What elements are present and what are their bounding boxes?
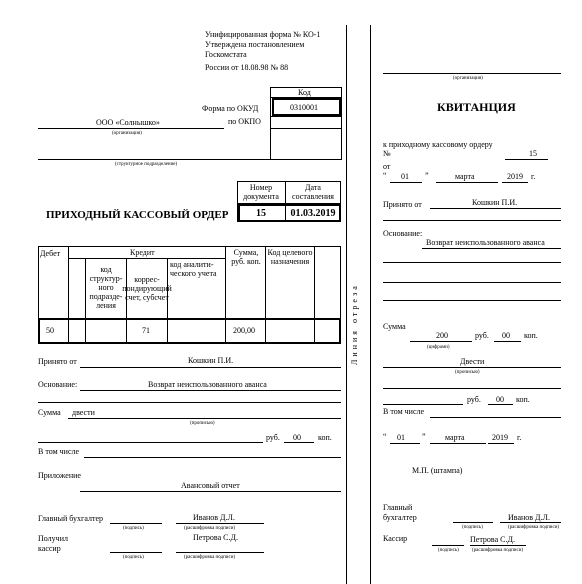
- analytics-code-header: код аналити-ческого учета: [170, 260, 217, 278]
- receipt-chief-sign-caption: (подпись): [462, 525, 483, 530]
- receipt-quote-open2: “: [383, 432, 387, 441]
- sum-header: Сумма, руб. коп.: [231, 248, 261, 266]
- cashier-name: Петрова С.Д.: [193, 533, 238, 542]
- okpo-label: по ОКПО: [228, 117, 261, 126]
- corr-account-header: коррес-пондирующий счет, субсчет: [122, 274, 172, 302]
- receipt-day: 01: [401, 172, 409, 181]
- receipt-cashier-label: Кассир: [383, 534, 408, 543]
- receipt-year: 2019: [507, 172, 523, 181]
- receipt-sum-num: 200: [436, 331, 448, 340]
- chief-sign-caption: (подпись): [123, 526, 144, 531]
- receipt-to-order: к приходному кассовому ордеру: [383, 140, 493, 149]
- attachment-value: Авансовый отчет: [181, 481, 240, 490]
- kod-label: Код: [298, 88, 311, 97]
- receipt-number: 15: [529, 149, 537, 158]
- receipt-rub: руб.: [475, 331, 489, 340]
- receipt-kop: коп.: [524, 331, 538, 340]
- okud-label: Форма по ОКУД: [202, 104, 259, 113]
- cashier-decode-caption: (расшифровка подписи): [184, 555, 236, 560]
- code-division-header: код структур-ного подразде-ления: [89, 264, 123, 310]
- receipt-cashier-name: Петрова С.Д.: [470, 535, 515, 544]
- cashier-sign-caption: (подпись): [123, 555, 144, 560]
- receipt-basis: Возврат неиспользованного аванса: [426, 238, 545, 247]
- receipt-month2: марта: [445, 433, 465, 442]
- chief-name: Иванов Д.Л.: [193, 513, 235, 522]
- receipt-words-caption: (прописью): [455, 370, 480, 375]
- chief-label: Главный бухгалтер: [38, 514, 103, 523]
- receipt-chief-decode-caption: (расшифровка подписи): [508, 525, 560, 530]
- receipt-sum-label: Сумма: [383, 322, 406, 331]
- rub-label: руб.: [266, 433, 280, 442]
- receipt-quote-open: “: [383, 171, 387, 180]
- receipt-including: В том числе: [383, 407, 425, 416]
- received-cashier-label: Получил кассир: [38, 534, 68, 553]
- receipt-basis-label: Основание:: [383, 229, 423, 238]
- kop-label: коп.: [318, 433, 332, 442]
- including-label: В том числе: [38, 447, 80, 456]
- kop-value: 00: [293, 433, 301, 442]
- row-sum: 200,00: [233, 326, 255, 335]
- receipt-quote-close2: ”: [422, 432, 426, 441]
- division-caption: (структурное подразделение): [115, 162, 178, 167]
- chief-decode-caption: (расшифровка подписи): [184, 526, 236, 531]
- receipt-org-caption: (организация): [453, 76, 483, 81]
- receipt-title: КВИТАНЦИЯ: [437, 100, 516, 114]
- attachment-label: Приложение: [38, 471, 81, 480]
- receipt-kop-value2: 00: [496, 395, 504, 404]
- doc-number: 15: [256, 207, 266, 219]
- receipt-chief-name: Иванов Д.Л.: [508, 513, 550, 522]
- receipt-cashier-sign-caption: (подпись): [438, 548, 459, 553]
- receipt-day2: 01: [397, 433, 405, 442]
- russia-date-line: России от 18.08.98 № 88: [205, 63, 289, 72]
- receipt-month: марта: [455, 172, 475, 181]
- form-line: Унифицированная форма № КО-1: [205, 30, 321, 39]
- credit-header: Кредит: [130, 248, 155, 257]
- words-caption: (прописью): [190, 421, 215, 426]
- receipt-no-label: №: [383, 149, 391, 158]
- receipt-g: г.: [531, 172, 536, 181]
- table-row: [38, 318, 341, 344]
- sum-label: Сумма: [38, 408, 61, 417]
- receipt-cashier-decode-caption: (расшифровка подписи): [472, 548, 524, 553]
- basis-label: Основание:: [38, 380, 78, 389]
- goskomstat-line: Госкомстата: [205, 50, 247, 59]
- receipt-kop2: коп.: [516, 395, 530, 404]
- receipt-rub2: руб.: [467, 395, 481, 404]
- approved-line: Утверждена постановлением: [205, 40, 305, 49]
- receipt-digits-caption: (цифрами): [427, 345, 450, 350]
- row-debit: 50: [46, 326, 54, 335]
- receipt-g2: г.: [517, 433, 522, 442]
- receipt-quote-close: ”: [425, 171, 429, 180]
- okud-code: 0310001: [290, 103, 318, 112]
- purpose-code-header: Код целевого назначения: [267, 248, 313, 266]
- cut-line-left: [346, 25, 347, 584]
- doc-title: ПРИХОДНЫЙ КАССОВЫЙ ОРДЕР: [46, 209, 229, 221]
- doc-number-header: Номер документа: [243, 183, 279, 201]
- receipt-year2: 2019: [492, 433, 508, 442]
- receipt-chief-label: Главный бухгалтер: [383, 503, 417, 522]
- org-name: ООО «Солнышко»: [96, 118, 160, 127]
- doc-date: 01.03.2019: [290, 207, 336, 219]
- receipt-kop-value: 00: [502, 331, 510, 340]
- received-from-value: Кошкин П.И.: [188, 356, 234, 365]
- receipt-stamp: М.П. (штампа): [412, 466, 463, 475]
- cut-line-right: [370, 25, 371, 584]
- sum-words: двести: [72, 408, 95, 417]
- receipt-ot: от: [383, 162, 391, 171]
- org-caption: (организация): [112, 131, 142, 136]
- doc-date-header: Дата составления: [292, 183, 334, 201]
- received-from-label: Принято от: [38, 357, 77, 366]
- receipt-received-from-label: Принято от: [383, 200, 422, 209]
- basis-value: Возврат неиспользованного аванса: [148, 380, 267, 389]
- receipt-sum-words: Двести: [460, 357, 485, 366]
- cut-line-label: Линия отреза: [350, 283, 359, 365]
- row-corr: 71: [142, 326, 150, 335]
- debit-header: Дебет: [40, 249, 61, 258]
- receipt-received-from: Кошкин П.И.: [472, 198, 518, 207]
